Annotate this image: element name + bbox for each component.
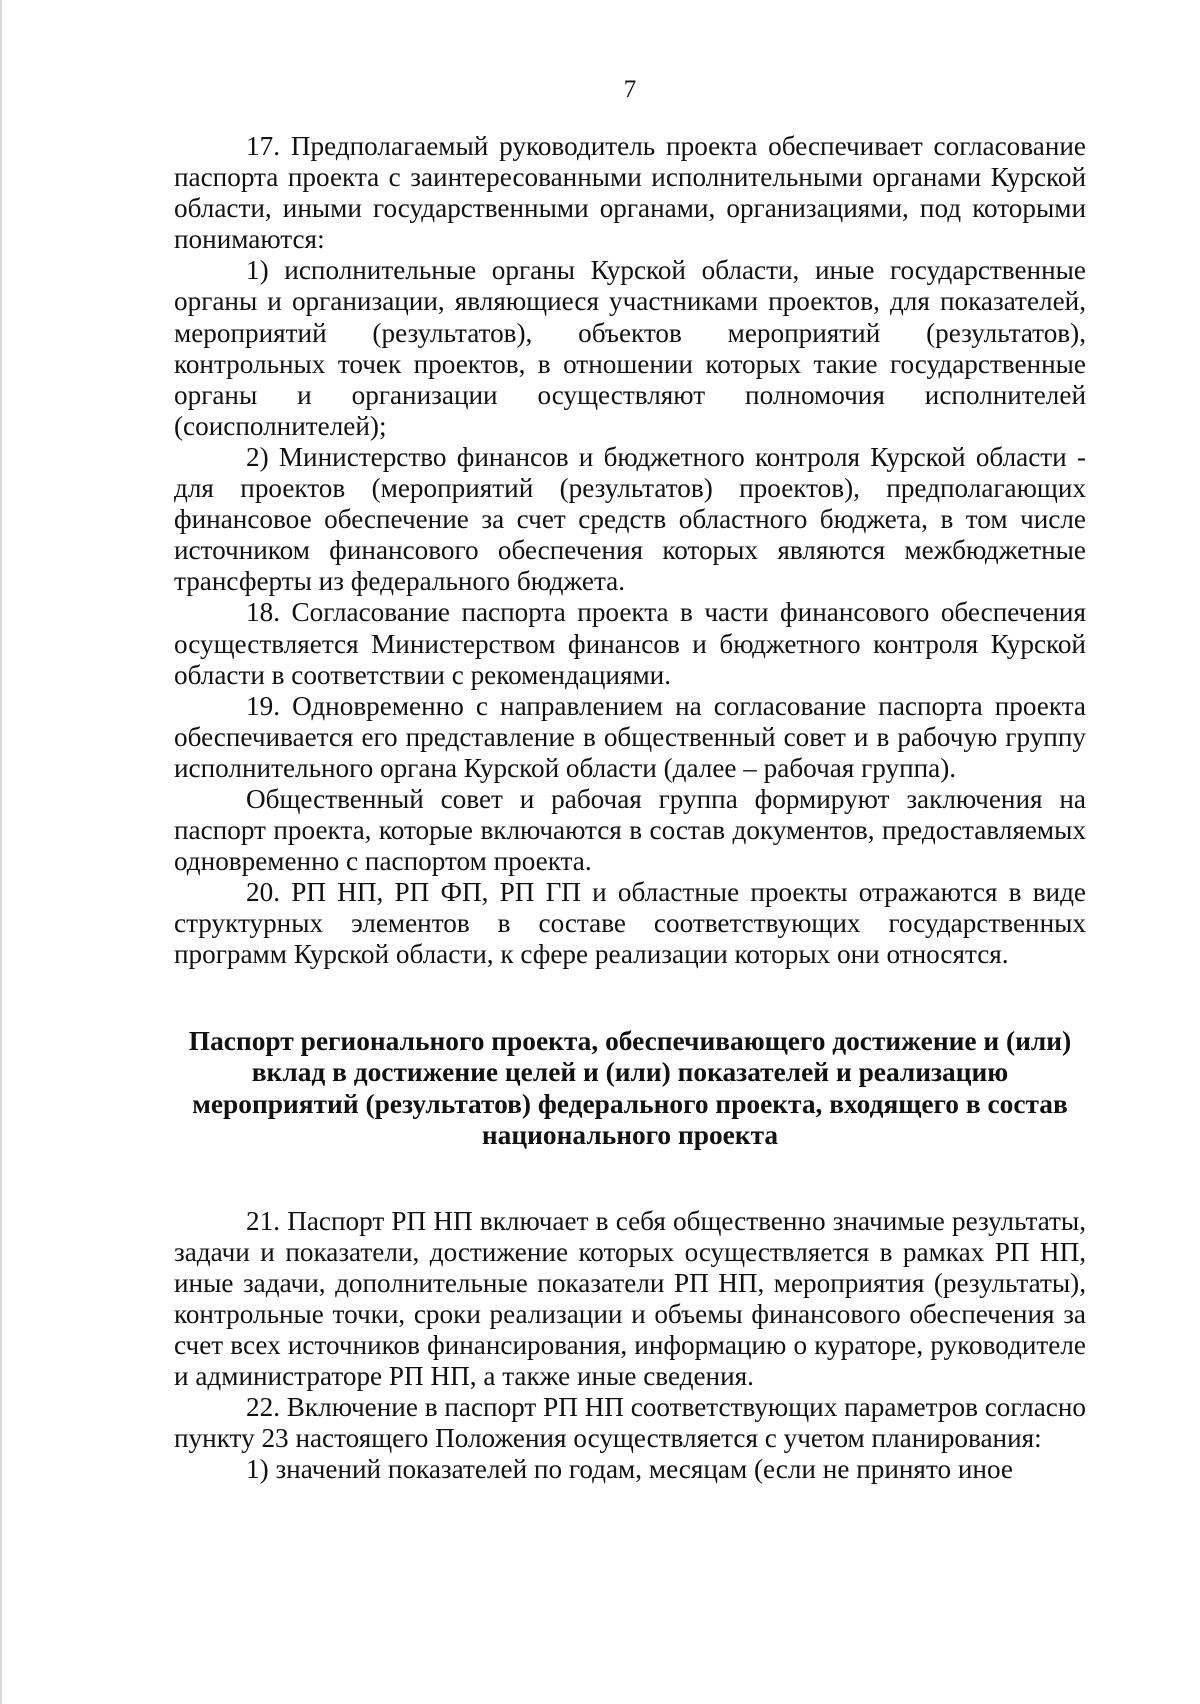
paragraph-22: 22. Включение в паспорт РП НП соответствующих параметров согласно пункту 23 настоящего Положения осуществляется с учетом планирования: [174, 1392, 1086, 1454]
paragraph-19: 19. Одновременно с направлением на согласование паспорта проекта обеспечивается его представление в общественный совет и в рабочую группу исполнительного органа Курской области (далее – рабочая группа). [174, 690, 1086, 783]
scan-edge-line [0, 0, 2, 1704]
paragraph-17-item-1: 1) исполнительные органы Курской области, иные государственные органы и организации, являющиеся участниками проектов, для показателей, мероприятий (результатов), объектов мероприятий (результатов), контрольных точек проектов, в отношении которых такие государственные органы и организации осуществляют полномочия исполнителей (соисполнителей); [174, 255, 1086, 441]
paragraph-22-item-1: 1) значений показателей по годам, месяцам (если не принято иное [246, 1454, 1013, 1485]
document-body [174, 131, 1086, 1485]
paragraph-19-continuation: Общественный совет и рабочая группа формируют заключения на паспорт проекта, которые включаются в состав документов, предоставляемых одновременно с паспортом проекта. [174, 783, 1086, 877]
page-number: 7 [623, 76, 637, 103]
section-heading: Паспорт регионального проекта, обеспечивающего достижение и (или) вклад в достижение целей и (или) показателей и реализацию мероприятий (результатов) федерального проекта, входящего в состав национального проекта [188, 1025, 1072, 1151]
paragraph-17: 17. Предполагаемый руководитель проекта обеспечивает согласование паспорта проекта с заинтересованными исполнительными органами Курской области, иными государственными органами, организациями, под которыми понимаются: [174, 131, 1086, 255]
paragraph-21: 21. Паспорт РП НП включает в себя общественно значимые результаты, задачи и показатели, достижение которых осуществляется в рамках РП НП, иные задачи, дополнительные показатели РП НП, мероприятия (результаты), контрольные точки, сроки реализации и объемы финансового обеспечения за счет всех источников финансирования, информацию о кураторе, руководителе и администраторе РП НП, а также иные сведения. [174, 1205, 1086, 1391]
paragraph-20: 20. РП НП, РП ФП, РП ГП и областные проекты отражаются в виде структурных элементов в составе соответствующих государственных программ Курской области, к сфере реализации которых они относятся. [174, 877, 1086, 970]
paragraph-17-item-2: 2) Министерство финансов и бюджетного контроля Курской области - для проектов (мероприятий (результатов) проектов), предполагающих финансовое обеспечение за счет средств областного бюджета, в том числе источником финансового обеспечения которых являются межбюджетные трансферты из федерального бюджета. [174, 441, 1086, 597]
paragraph-18: 18. Согласование паспорта проекта в части финансового обеспечения осуществляется Министерством финансов и бюджетного контроля Курской области в соответствии с рекомендациями. [174, 597, 1086, 690]
